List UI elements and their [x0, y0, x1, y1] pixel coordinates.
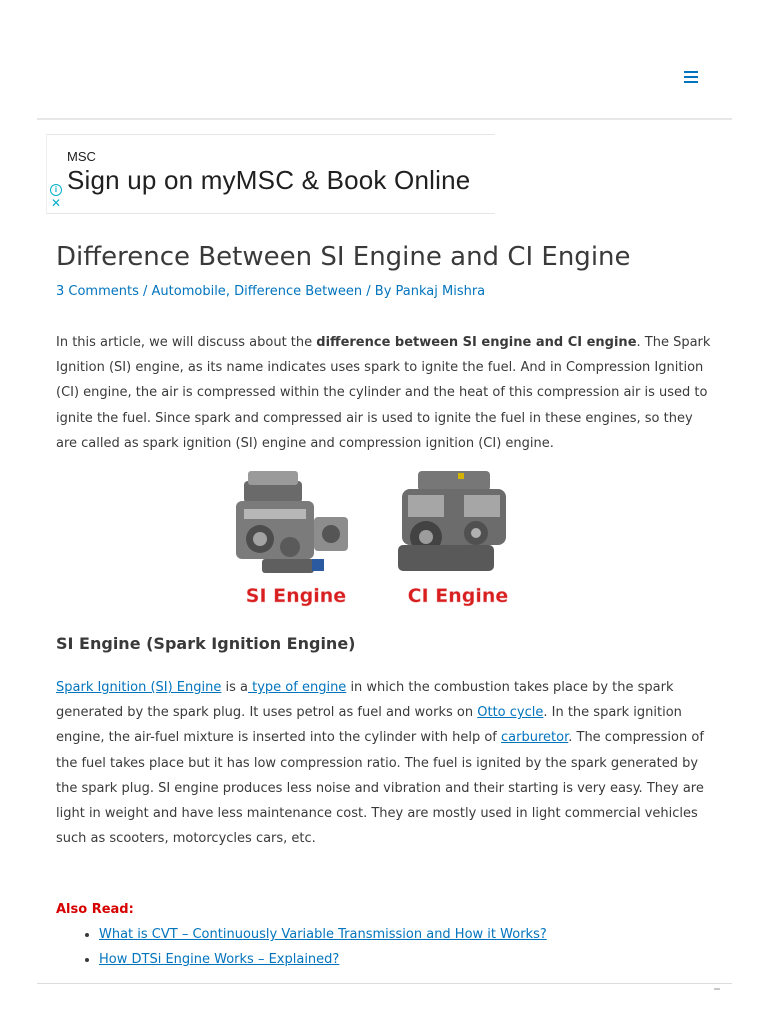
comments-link[interactable]: 3 Comments — [56, 284, 139, 299]
scroll-indicator — [714, 988, 720, 990]
carburetor-link[interactable]: carburetor — [501, 730, 569, 746]
also-read-list — [56, 922, 547, 972]
intro-text-end: . The Spark Ignition (SI) engine, as its name indicates uses spark to ignite the fuel. And in Compression Ignition (CI) engine, the air is compressed within the cylinder and the heat of this compression air is used to ignite the fuel. Since spark and compressed air is used to ignite the fuel in these engines, so they are called as spark ignition (SI) engine and compression ignition (CI) engine. — [56, 335, 711, 451]
ci-engine-label: CI Engine — [407, 585, 509, 607]
ci-engine-illustration — [398, 471, 506, 571]
intro-paragraph — [56, 330, 716, 456]
si-engine-paragraph — [56, 675, 716, 851]
page-title: Difference Between SI Engine and CI Engine — [56, 242, 631, 272]
author-link[interactable]: Pankaj Mishra — [395, 284, 486, 299]
category-link-automobile[interactable]: Automobile — [151, 284, 226, 299]
also-read-label: Also Read: — [56, 902, 134, 917]
body-text-1: is a — [221, 680, 248, 695]
meta-separator: / — [138, 284, 152, 299]
intro-bold-text: difference between SI engine and CI engine — [316, 335, 637, 350]
intro-text-start: In this article, we will discuss about the — [56, 335, 317, 350]
ad-headline[interactable]: Sign up on myMSC & Book Online — [67, 165, 471, 195]
si-engine-label: SI Engine — [245, 585, 347, 607]
advertisement-banner[interactable] — [46, 134, 495, 214]
body-text-3: . In the spark ignition engine, the air-fuel mixture is inserted into the cylinder with help of — [56, 705, 682, 746]
spark-ignition-engine-link[interactable]: Spark Ignition (SI) Engine — [56, 680, 222, 695]
also-read-link-dtsi[interactable]: How DTSi Engine Works – Explained? — [99, 952, 340, 968]
si-engine-illustration — [236, 471, 348, 573]
info-icon[interactable]: i — [50, 184, 62, 196]
ad-brand[interactable]: MSC — [67, 149, 96, 164]
category-link-difference-between[interactable]: Difference Between — [234, 284, 363, 299]
engine-comparison-image — [222, 463, 520, 615]
footer-divider — [37, 983, 732, 984]
list-item — [99, 922, 547, 947]
body-text-2: in which the combustion takes place by the spark generated by the spark plug. It uses petrol as fuel and works on — [56, 680, 674, 721]
header-divider — [37, 118, 732, 120]
post-meta — [56, 284, 485, 299]
close-icon[interactable]: ✕ — [50, 196, 62, 210]
meta-comma: , — [225, 284, 235, 299]
body-text-4: . The compression of the fuel takes place but it has low compression ratio. The fuel is ignited by the spark generated by the spark plug. SI engine produces less noise and vibration and their starting is very easy. They are light in weight and have less maintenance cost. They are mostly used in light commercial vehicles such as scooters, motorcycles cars, etc. — [56, 730, 704, 847]
hamburger-menu-icon[interactable] — [682, 68, 704, 86]
meta-by: / By — [362, 284, 396, 299]
type-of-engine-link[interactable]: type of engine — [248, 680, 347, 695]
also-read-link-cvt[interactable]: What is CVT – Continuously Variable Transmission and How it Works? — [99, 927, 547, 942]
list-item — [99, 947, 547, 972]
otto-cycle-link[interactable]: Otto cycle — [477, 705, 544, 721]
section-heading: SI Engine (Spark Ignition Engine) — [56, 634, 356, 653]
